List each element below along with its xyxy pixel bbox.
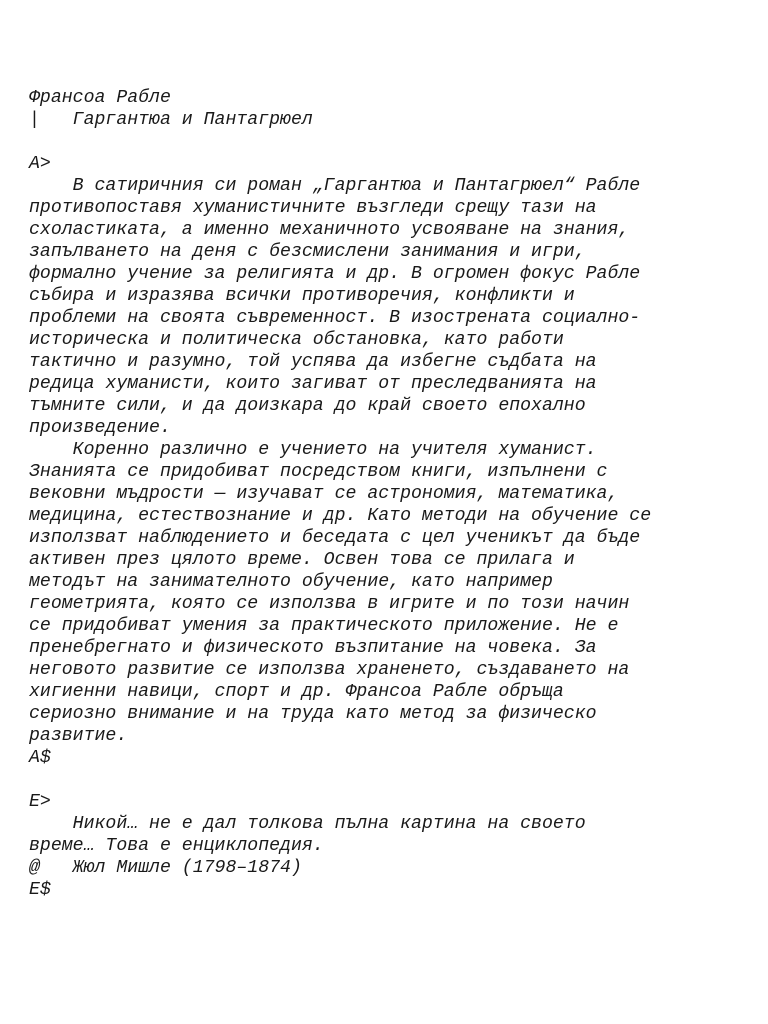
body-line: се придобиват умения за практическото приложение. Не е [29, 616, 619, 636]
body-line: запълването на деня с безсмислени занимания и игри, [29, 242, 586, 262]
blank-line [29, 769, 749, 791]
body-line: медицина, естествознание и др. Като методи на обучение се [29, 506, 652, 526]
section-e-start-marker: E> [29, 792, 51, 812]
body-line: пренебрегнато и физическото възпитание на човека. За [29, 638, 597, 658]
body-line: геометрията, която се използва в игрите и по този начин [29, 594, 630, 614]
body-line: активен през цялото време. Освен това се прилага и [29, 550, 575, 570]
body-line: сериозно внимание и на труда като метод за физическо [29, 704, 597, 724]
body-line: хигиенни навици, спорт и др. Франсоа Рабле обръща [29, 682, 564, 702]
section-e-body [29, 813, 749, 879]
body-line: тъмните сили, и да доизкара до край своето епохално [29, 396, 586, 416]
body-line: формално учение за религията и др. В огромен фокус Рабле [29, 264, 641, 284]
body-line: тактично и разумно, той успява да избегне съдбата на [29, 352, 597, 372]
body-line: редица хуманисти, които загиват от преследванията на [29, 374, 597, 394]
body-line: проблеми на своята съвременност. В изострената социално- [29, 308, 641, 328]
section-a-end-marker: A$ [29, 748, 51, 768]
blank-line [29, 131, 749, 153]
epigraph-line: Никой… не е дал толкова пълна картина на своето [29, 814, 586, 834]
body-line: Знанията се придобиват посредством книги, изпълнени с [29, 462, 608, 482]
section-a-body [29, 175, 749, 747]
body-line: използват наблюдението и беседата с цел ученикът да бъде [29, 528, 641, 548]
body-line: противопоставя хуманистичните възгледи срещу тази на [29, 198, 597, 218]
body-line: историческа и политическа обстановка, като работи [29, 330, 564, 350]
epigraph-attribution: @ Жюл Мишле (1798–1874) [29, 858, 302, 878]
title-line: | Гаргантюа и Пантагрюел [29, 110, 313, 130]
body-line: схоластиката, а именно механичното усвояване на знания, [29, 220, 630, 240]
body-line: неговото развитие се използва храненето, създаването на [29, 660, 630, 680]
document-page [29, 87, 749, 901]
section-a-start-marker: A> [29, 154, 51, 174]
body-line: събира и изразява всички противоречия, конфликти и [29, 286, 575, 306]
body-line: произведение. [29, 418, 171, 438]
section-e-end-marker: E$ [29, 880, 51, 900]
body-line: Коренно различно е учението на учителя хуманист. [29, 440, 597, 460]
body-line: развитие. [29, 726, 128, 746]
body-line: В сатиричния си роман „Гаргантюа и Пантагрюел“ Рабле [29, 176, 641, 196]
body-line: методът на занимателното обучение, като например [29, 572, 553, 592]
body-line: вековни мъдрости — изучават се астрономия, математика, [29, 484, 619, 504]
epigraph-line: време… Това е енциклопедия. [29, 836, 324, 856]
author-line: Франсоа Рабле [29, 88, 171, 108]
